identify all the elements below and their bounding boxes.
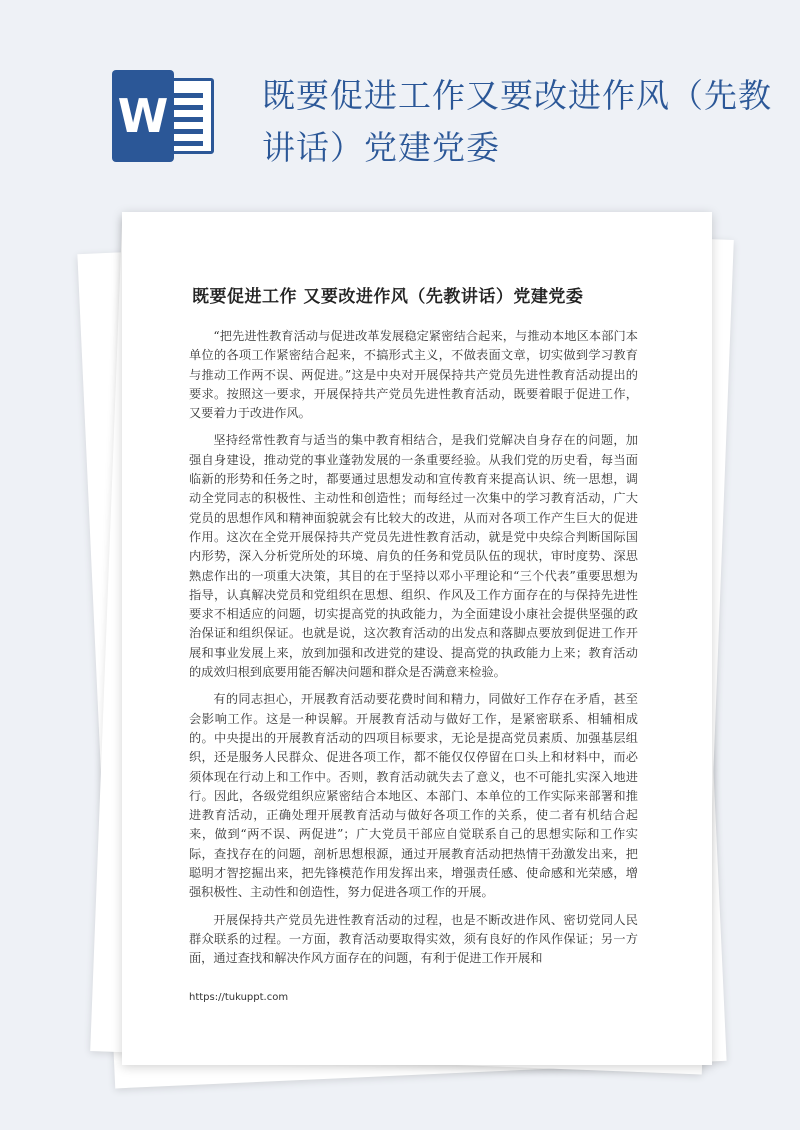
- document-title: 既要促进工作 又要改进作风（先教讲话）党建党委: [192, 287, 584, 307]
- document-page: [122, 212, 712, 1065]
- word-document-icon: W: [112, 70, 174, 162]
- page-title: 既要促进工作又要改进作风（先教讲话）党建党委: [262, 76, 772, 167]
- paragraph: 有的同志担心，开展教育活动要花费时间和精力，同做好工作存在矛盾，甚至会影响工作。这是一种误解。开展教育活动与做好工作，是紧密联系、相辅相成的。中央提出的开展教育活动的四项目标要求，无论是提高党员素质、加强基层组织，还是服务人民群众、促进各项工作，都不能仅仅停留在口头上和材料中，而必须体现在行动上和工作中。否则，教育活动就失去了意义，也不可能扎实深入地进行。因此，各级党组织应紧密结合本地区、本部门、本单位的工作实际来部署和推进教育活动，正确处理开展教育活动与做好各项工作的关系，使二者有机结合起来，做到“两不误、两促进”；广大党员干部应自觉联系自己的思想实际和工作实际，查找存在的问题，剖析思想根源，通过开展教育活动把热情干劲激发出来，把聪明才智挖掘出来，把先锋模范作用发挥出来，增强责任感、使命感和光荣感，增强积极性、主动性和创造性，努力促进各项工作的开展。: [189, 692, 638, 900]
- word-logo: [108, 70, 216, 162]
- paragraph: 坚持经常性教育与适当的集中教育相结合，是我们党解决自身存在的问题，加强自身建设，推动党的事业蓬勃发展的一条重要经验。从我们党的历史看，每当面临新的形势和任务之时，都要通过思想发动和宣传教育来提高认识、统一思想，调动全党同志的积极性、主动性和创造性；而每经过一次集中的学习教育活动，广大党员的思想作风和精神面貌就会有比较大的改进，从而对各项工作产生巨大的促进作用。这次在全党开展保持共产党员先进性教育活动，就是党中央综合判断国际国内形势，深入分析党所处的环境、肩负的任务和党员队伍的现状，审时度势、深思熟虑作出的一项重大决策，其目的在于坚持以邓小平理论和“三个代表”重要思想为指导，认真解决党员和党组织在思想、组织、作风及工作方面存在的与保持先进性要求不相适应的问题，切实提高党的执政能力，为全面建设小康社会提供坚强的政治保证和组织保证。也就是说，这次教育活动的出发点和落脚点要放到促进工作开展和事业发展上来，放到加强和改进党的建设、提高党的执政能力上来；教育活动的成效归根到底要用能否解决问题和群众是否满意来检验。: [189, 433, 638, 680]
- paragraph: “把先进性教育活动与促进改革发展稳定紧密结合起来，与推动本地区本部门本单位的各项工作紧密结合起来，不搞形式主义，不做表面文章，切实做到学习教育与推动工作两不误、两促进。”这是中央对开展保持共产党员先进性教育活动提出的要求。按照这一要求，开展保持共产党员先进性教育活动，既要着眼于促进工作，又要着力于改进作风。: [189, 329, 638, 421]
- document-footer-url: https://tukuppt.com: [189, 992, 289, 1003]
- document-body: [189, 327, 638, 977]
- paragraph: 开展保持共产党员先进性教育活动的过程，也是不断改进作风、密切党同人民群众联系的过程。一方面，教育活动要取得实效，须有良好的作风作保证；另一方面，通过查找和解决作风方面存在的问题，有利于促进工作开展和: [189, 912, 638, 966]
